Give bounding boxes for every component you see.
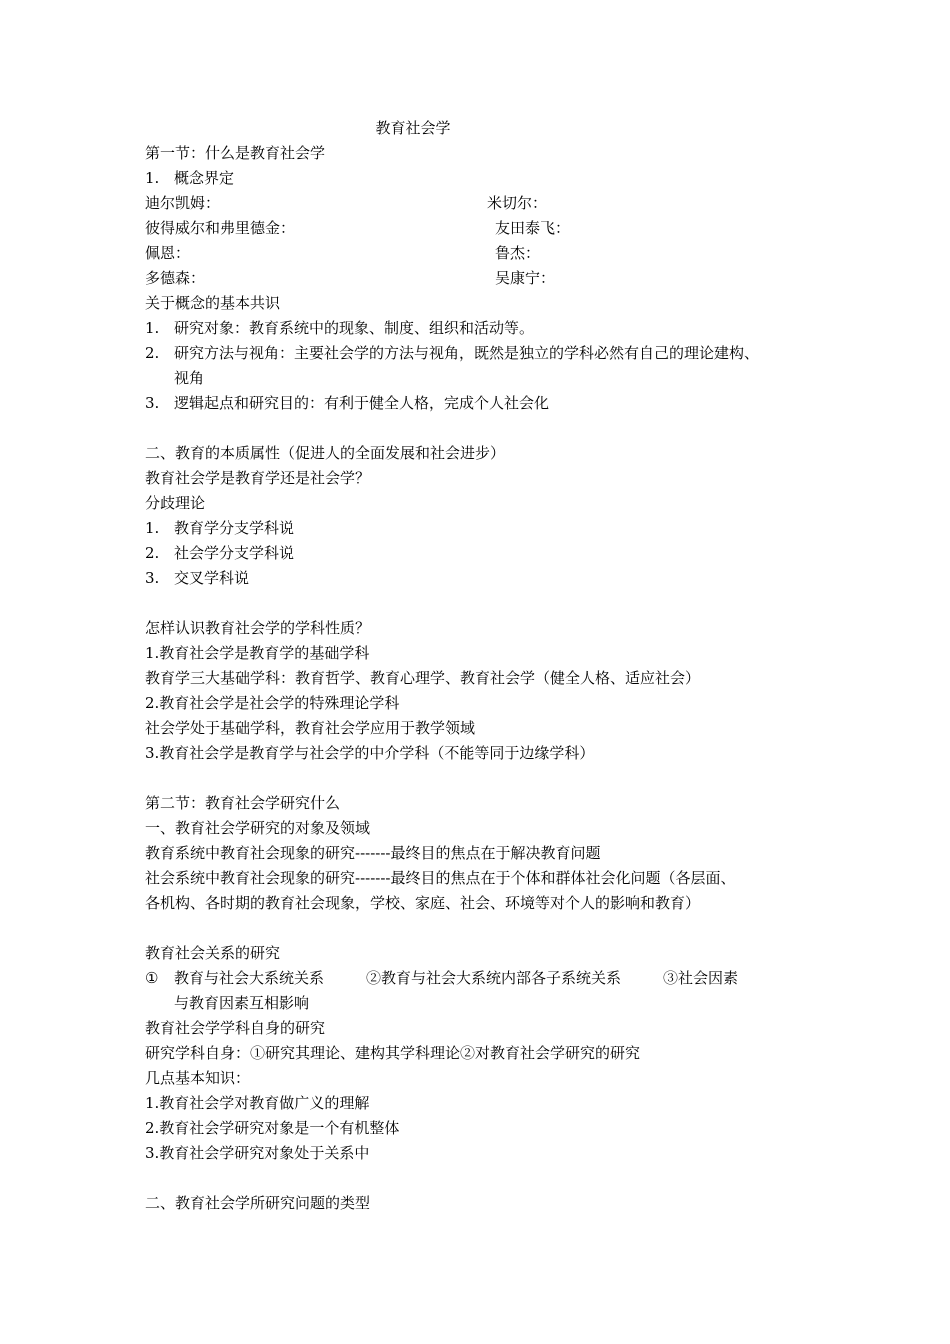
scholar-left: 多德森： (145, 269, 206, 287)
part2-heading: 二、教育的本质属性（促进人的全面发展和社会进步） (145, 444, 506, 462)
research-line: 社会系统中教育社会现象的研究-------最终目的焦点在于个体和群体社会化问题（各层面、 (145, 869, 736, 887)
scholar-row (145, 266, 825, 291)
scholar-right: 吴康宁： (495, 269, 556, 287)
consensus-item (145, 391, 825, 416)
relation-c: ③社会因素 (663, 969, 739, 987)
nature-line: 教育学三大基础学科：教育哲学、教育心理学、教育社会学（健全人格、适应社会） (145, 669, 701, 687)
list-number: 3. (145, 569, 160, 587)
nature-line: 1.教育社会学是教育学的基础学科 (145, 644, 370, 662)
list-text: 社会学分支学科说 (174, 544, 295, 562)
spacer (145, 416, 825, 441)
section2-sub2: 二、教育社会学所研究问题的类型 (145, 1194, 371, 1212)
list-number: 3. (145, 394, 160, 412)
list-text: 教育学分支学科说 (174, 519, 295, 537)
list-text: 概念界定 (174, 169, 235, 187)
basics-item: 2.教育社会学研究对象是一个有机整体 (145, 1119, 400, 1137)
basics-heading: 几点基本知识： (145, 1069, 251, 1087)
section1-heading: 第一节：什么是教育社会学 (145, 144, 326, 162)
consensus-heading: 关于概念的基本共识 (145, 294, 281, 312)
research-line: 教育系统中教育社会现象的研究-------最终目的焦点在于解决教育问题 (145, 844, 601, 862)
list-text: 研究对象：教育系统中的现象、制度、组织和活动等。 (174, 319, 535, 337)
list-text: 逻辑起点和研究目的：有利于健全人格，完成个人社会化 (174, 394, 550, 412)
circled-number: ① (145, 969, 159, 987)
relations-heading: 教育社会关系的研究 (145, 944, 281, 962)
scholar-right: 友田泰飞： (495, 219, 571, 237)
spacer (145, 916, 825, 941)
theory-item (145, 566, 825, 591)
nature-line: 2.教育社会学是社会学的特殊理论学科 (145, 694, 400, 712)
relation-b: ②教育与社会大系统内部各子系统关系 (366, 969, 622, 987)
document-body (145, 116, 825, 1216)
scholar-left: 彼得威尔和弗里德金： (145, 219, 296, 237)
spacer (145, 766, 825, 791)
section2-sub1: 一、教育社会学研究的对象及领域 (145, 819, 371, 837)
relation-a: 教育与社会大系统关系 (174, 969, 325, 987)
self-research-line: 研究学科自身：①研究其理论、建构其学科理论②对教育社会学研究的研究 (145, 1044, 641, 1062)
scholar-row (145, 191, 825, 216)
consensus-item (145, 341, 825, 366)
theory-item (145, 516, 825, 541)
list-number: 1. (145, 319, 160, 337)
scholar-row (145, 241, 825, 266)
basics-item: 1.教育社会学对教育做广义的理解 (145, 1094, 370, 1112)
consensus-item (145, 316, 825, 341)
scholar-left: 迪尔凯姆： (145, 194, 221, 212)
consensus-item-continuation: 视角 (174, 369, 205, 387)
theory-item (145, 541, 825, 566)
scholar-left: 佩恩： (145, 244, 191, 262)
document-title: 教育社会学 (375, 119, 451, 137)
nature-line: 3.教育社会学是教育学与社会学的中介学科（不能等同于边缘学科） (145, 744, 595, 762)
nature-question: 怎样认识教育社会学的学科性质？ (145, 619, 371, 637)
basics-item: 3.教育社会学研究对象处于关系中 (145, 1144, 370, 1162)
spacer (145, 1166, 825, 1191)
nature-line: 社会学处于基础学科，教育社会学应用于教学领域 (145, 719, 476, 737)
relations-item (145, 966, 825, 991)
scholar-right: 米切尔： (487, 194, 548, 212)
research-line-continuation: 各机构、各时期的教育社会现象，学校、家庭、社会、环境等对个人的影响和教育） (145, 894, 701, 912)
list-number: 1. (145, 519, 160, 537)
list-number: 2. (145, 344, 160, 362)
scholar-right: 鲁杰： (495, 244, 541, 262)
concept-item (145, 166, 825, 191)
section2-heading: 第二节：教育社会学研究什么 (145, 794, 341, 812)
spacer (145, 591, 825, 616)
list-number: 1. (145, 169, 160, 187)
list-text: 交叉学科说 (174, 569, 250, 587)
list-number: 2. (145, 544, 160, 562)
relations-item-continuation: 与教育因素互相影响 (174, 994, 310, 1012)
list-text: 研究方法与视角：主要社会学的方法与视角，既然是独立的学科必然有自己的理论建构、 (174, 344, 760, 362)
part2-question: 教育社会学是教育学还是社会学？ (145, 469, 371, 487)
scholar-row (145, 216, 825, 241)
theories-heading: 分歧理论 (145, 494, 206, 512)
self-research-heading: 教育社会学学科自身的研究 (145, 1019, 326, 1037)
